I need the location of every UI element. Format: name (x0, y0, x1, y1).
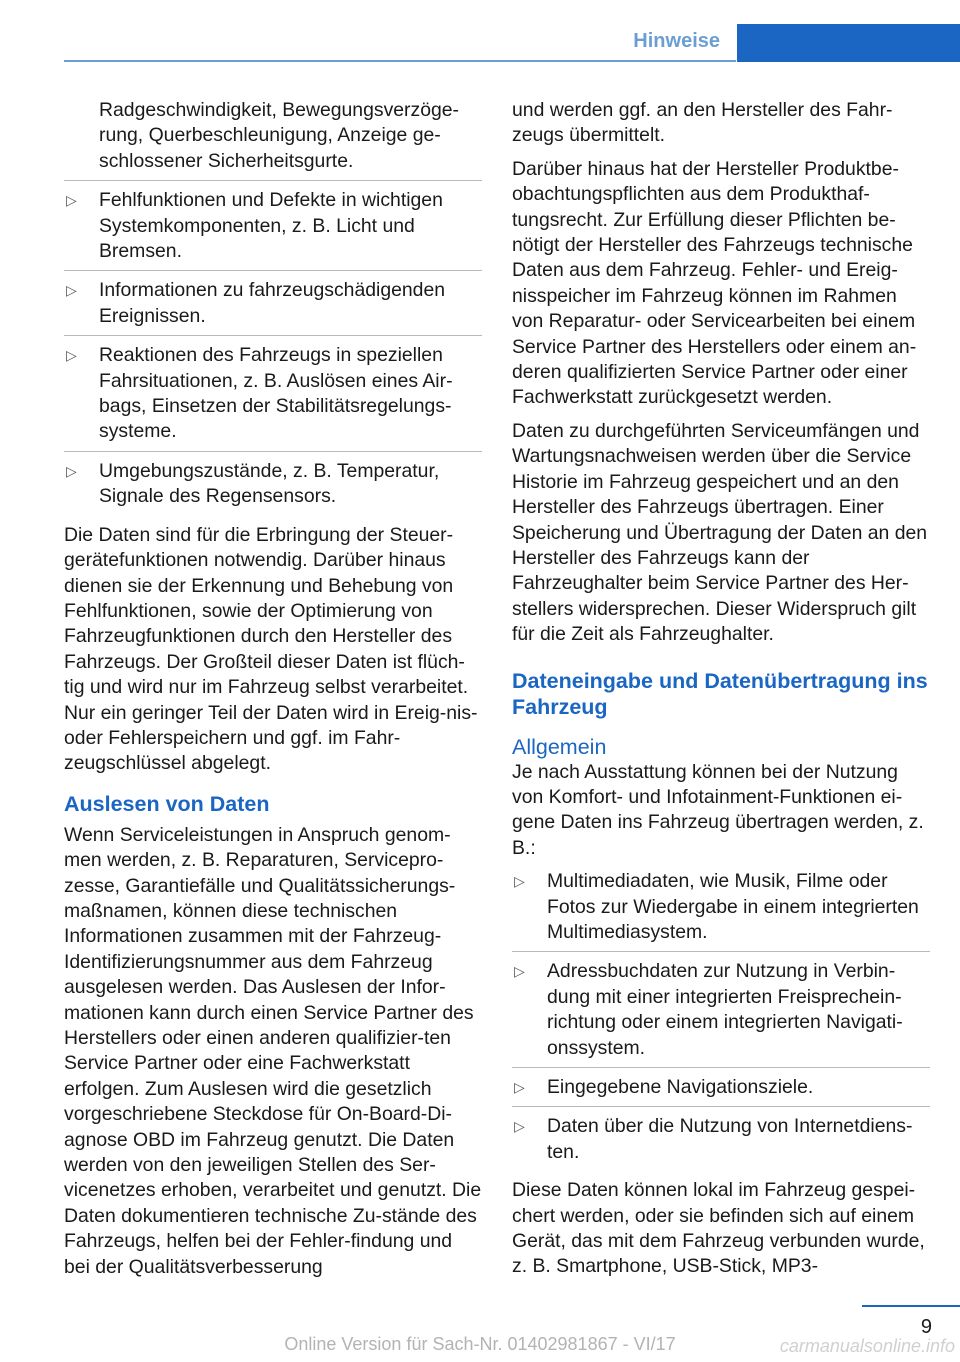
paragraph: Die Daten sind für die Erbringung der Steuer-gerätefunktionen notwendig. Darüber hinaus dienen sie der Erkennung und Behebung von Fehlfunktionen, sowie der Optimierung von Fahrzeugfunktionen durch den Hersteller des Fahrzeugs. Der Großteil dieser Daten ist flüch-tig und wird nur im Fahrzeug selbst verarbeitet. Nur ein geringer Teil der Daten wird in Ereig-nis- oder Fehlerspeichern und ggf. im Fahr-zeugschlüssel abgelegt. (64, 523, 478, 775)
paragraph: Wenn Serviceleistungen in Anspruch genom-men werden, z. B. Reparaturen, Servicepro-zesse, Garantiefälle und Qualitätssicherungs-maßnamen, können diese technischen Informationen zusammen mit der Fahrzeug-Identifizierungsnummer aus dem Fahrzeug ausgelesen werden. Das Auslesen der Infor-mationen kann durch einen Service Partner des Herstellers oder einen anderen qualifizier-ten Service Partner oder eine Fachwerkstatt erfolgen. Zum Auslesen wird die gesetzlich vorgeschriebene Steckdose für On-Board-Di-agnose OBD im Fahrzeug genutzt. Die Daten werden von den jeweiligen Stellen des Ser-vicenetzes erhoben, verarbeitet und genutzt. Die Daten dokumentieren technische Zu-stände des Fahrzeugs, helfen bei der Fehler-findung und bei der Qualitätsverbesserung (64, 823, 482, 1278)
right-bullet-list (512, 869, 930, 1171)
list-item: ▷ Umgebungszustände, z. B. Temperatur, Signale des Regensensors. (66, 459, 440, 508)
section-title: Hinweise (633, 30, 720, 52)
paragraph: Daten zu durchgeführten Serviceumfängen und Wartungsnachweisen werden über die Service Historie im Fahrzeug gespeichert und an den Hersteller des Fahrzeugs übertragen. Einer Speicherung und Übertragung der Daten an den Hersteller des Fahrzeugs kann der Fahrzeughalter beim Service Partner des Her-stellers widersprechen. Dieser Widerspruch gilt für die Zeit als Fahrzeughalter. (512, 419, 928, 646)
list-item: ▷ Reaktionen des Fahrzeugs in speziellen Fahrsituationen, z. B. Auslösen eines Air-bags, Einsetzen der Stabilitätsregelungs-systeme. (64, 343, 482, 452)
triangle-bullet-icon: ▷ (514, 963, 525, 980)
paragraph: Je nach Ausstattung können bei der Nutzung von Komfort- und Infotainment-Funktionen ei-gene Daten ins Fahrzeug übertragen werden, z. B.: (512, 760, 924, 859)
triangle-bullet-icon: ▷ (66, 347, 77, 364)
header-tab (737, 24, 960, 62)
left-column (64, 98, 482, 1288)
triangle-bullet-icon: ▷ (66, 462, 77, 479)
left-bullet-list (64, 188, 482, 515)
right-column (512, 98, 930, 1288)
header-rule (64, 60, 736, 62)
triangle-bullet-icon: ▷ (514, 1118, 525, 1135)
section-heading: Auslesen von Daten (64, 791, 270, 816)
section-heading: Dateneingabe und Datenübertragung ins Fahrzeug (512, 668, 928, 719)
triangle-bullet-icon: ▷ (66, 192, 77, 209)
online-version-note: Online Version für Sach-Nr. 01402981867 - VI/17 (284, 1334, 676, 1354)
paragraph: Darüber hinaus hat der Hersteller Produktbe-obachtungspflichten aus dem Produkthaf-tungsrecht. Zur Erfüllung dieser Pflichten be-nötigt der Hersteller des Fahrzeugs technische Daten aus dem Fahrzeug. Fehler- und Ereig-nisspeicher im Fahrzeug können im Rahmen von Reparatur- oder Servicearbeiten bei einem Service Partner des Herstellers oder einem an-deren qualifizierten Service Partner oder einer Fachwerkstatt zurückgesetzt werden. (512, 157, 917, 409)
bullet-continuation: Radgeschwindigkeit, Bewegungsverzöge-rung, Querbeschleunigung, Anzeige ge-schlossener Sicherheitsgurte. (64, 98, 482, 181)
page-number: 9 (920, 1316, 932, 1338)
list-item: ▷ Eingegebene Navigationsziele. (512, 1075, 930, 1107)
paragraph: und werden ggf. an den Hersteller des Fahr-zeugs übermittelt. (512, 99, 893, 147)
triangle-bullet-icon: ▷ (514, 1079, 525, 1095)
watermark: carmanualsonline.info (779, 1336, 955, 1356)
triangle-bullet-icon: ▷ (514, 873, 525, 890)
list-item: ▷ Multimediadaten, wie Musik, Filme oder Fotos zur Wiedergabe in einem integrierten Multimediasystem. (512, 869, 930, 952)
list-item: ▷ Informationen zu fahrzeugschädigenden Ereignissen. (64, 278, 482, 336)
triangle-bullet-icon: ▷ (66, 282, 77, 299)
footer-rule (862, 1305, 960, 1307)
list-item: ▷ Daten über die Nutzung von Internetdiens-ten. (514, 1115, 913, 1163)
paragraph: Diese Daten können lokal im Fahrzeug gespei-chert werden, oder sie befinden sich auf einem Gerät, das mit dem Fahrzeug verbunden wurde, z. B. Smartphone, USB-Stick, MP3- (512, 1179, 925, 1278)
list-item: ▷ Fehlfunktionen und Defekte in wichtigen Systemkomponenten, z. B. Licht und Bremsen. (64, 188, 482, 271)
subsection-heading: Allgemein (512, 734, 607, 759)
list-item: ▷ Adressbuchdaten zur Nutzung in Verbin-dung mit einer integrierten Freisprechein-richtung oder einem integrierten Navigati-onssystem. (512, 959, 930, 1068)
